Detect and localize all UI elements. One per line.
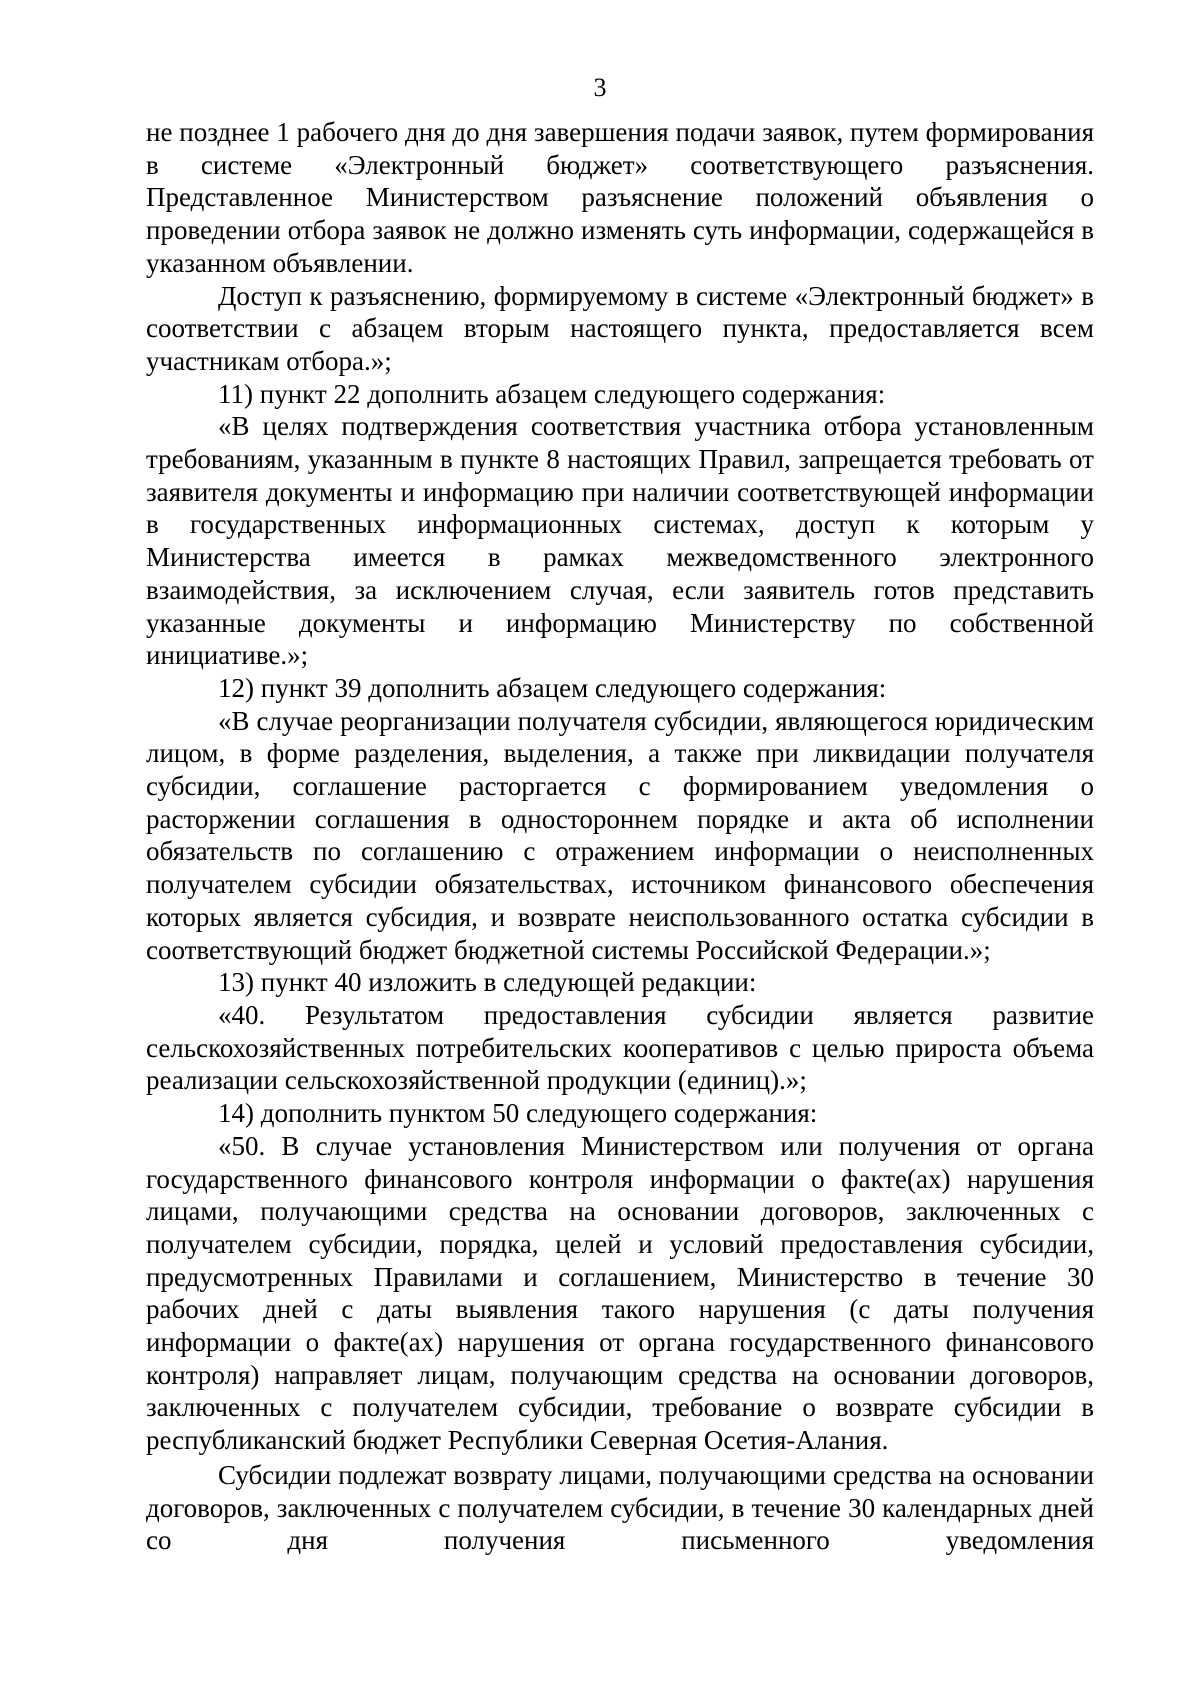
paragraph-continuation: не позднее 1 рабочего дня до дня завершения подачи заявок, путем формирования в системе «Электронный бюджет» соответствующего разъяснения. Представленное Министерством разъяснение положений объявления о проведении отбора заявок не должно изменять суть информации, содержащейся в указанном объявлении.: [146, 117, 1094, 278]
paragraph-item-13: 13) пункт 40 изложить в следующей редакции:: [218, 967, 757, 998]
paragraph-item-13-text: «40. Результатом предоставления субсидии является развитие сельскохозяйственных потребительских кооперативов с целью прироста объема реализации сельскохозяйственной продукции (единиц).»;: [146, 999, 1094, 1096]
document-body: [146, 116, 1094, 1557]
paragraph-item-11: 11) пункт 22 дополнить абзацем следующего содержания:: [218, 378, 886, 409]
paragraph-item-14-text: «50. В случае установления Министерством или получения от органа государственного финансового контроля информации о факте(ах) нарушения лицами, получающими средства на основании договоров, заключенных с получателем субсидии, порядка, целей и условий предоставления субсидии, предусмотренных Правилами и соглашением, Министерство в течение 30 рабочих дней с даты выявления такого нарушения (с даты получения информации о факте(ах) нарушения от органа государственного финансового контроля) направляет лицам, получающим средства на основании договоров, заключенных с получателем субсидии, требование о возврате субсидии в республиканский бюджет Республики Северная Осетия-Алания.: [146, 1130, 1094, 1456]
paragraph-item-12-text: «В случае реорганизации получателя субсидии, являющегося юридическим лицом, в форме разделения, выделения, а также при ликвидации получателя субсидии, соглашение расторгается с формированием уведомления о расторжении соглашения в одностороннем порядке и акта об исполнении обязательств по соглашению с отражением информации о неисполненных получателем субсидии обязательствах, источником финансового обеспечения которых является субсидия, и возврате неиспользованного остатка субсидии в соответствующий бюджет бюджетной системы Российской Федерации.»;: [146, 705, 1094, 965]
paragraph-item-14: 14) дополнить пунктом 50 следующего содержания:: [218, 1098, 818, 1129]
paragraph-item-11-text: «В целях подтверждения соответствия участника отбора установленным требованиям, указанным в пункте 8 настоящих Правил, запрещается требовать от заявителя документы и информацию при наличии соответствующей информации в государственных информационных системах, доступ к которым у Министерства имеется в рамках межведомственного электронного взаимодействия, за исключением случая, если заявитель готов представить указанные документы и информацию Министерству по собственной инициативе.»;: [146, 411, 1094, 671]
page-number: 3: [593, 73, 607, 102]
paragraph-item-12: 12) пункт 39 дополнить абзацем следующего содержания:: [218, 672, 887, 703]
paragraph-access-clarification: Доступ к разъяснению, формируемому в системе «Электронный бюджет» в соответствии с абзацем вторым настоящего пункта, предоставляется всем участникам отбора.»;: [146, 280, 1094, 376]
paragraph-subsidy-return: Субсидии подлежат возврату лицами, получающими средства на основании договоров, заключенных с получателем субсидии, в течение 30 календарных дней со дня получения письменного уведомления: [146, 1459, 1094, 1556]
